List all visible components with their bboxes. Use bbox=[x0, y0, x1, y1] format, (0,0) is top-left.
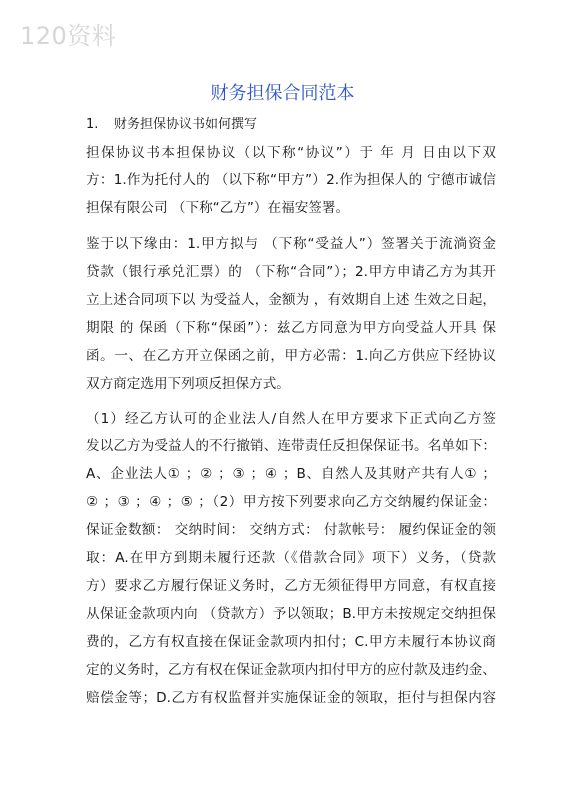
body-line: 从保证金款项内向 （贷款方）予以领取；B.甲方未按规定交纳担保 bbox=[86, 606, 496, 622]
body-line: 方：1.作为托付人的 （以下称“甲方”）2.作为担保人的 宁德市诚信 bbox=[86, 172, 496, 188]
body-line: 担保协议书本担保协议（以下称“协议”）于 年 月 日由以下双 bbox=[86, 145, 496, 161]
watermark: 120资料 bbox=[20, 22, 117, 50]
body-line: 保证金数额： 交纳时间： 交纳方式： 付款帐号： 履约保证金的领 bbox=[86, 522, 496, 538]
section-number: 1. bbox=[86, 117, 99, 132]
body-line: 期限 的 保函（下称“保函”）：兹乙方同意为甲方向受益人开具 保 bbox=[86, 320, 496, 336]
body-line: 双方商定选用下列项反担保方式。 bbox=[86, 376, 290, 392]
body-line: 贷款（银行承兑汇票）的 （下称“合同”）；2.甲方申请乙方为其开 bbox=[86, 264, 496, 280]
body-line: 方）要求乙方履行保证义务时，乙方无须征得甲方同意，有权直接 bbox=[86, 578, 496, 594]
body-line: 发以乙方为受益人的不行撤销、连带责任反担保保证书。名单如下： bbox=[86, 438, 496, 454]
body-line: ② ；③ ；④ ；⑤ ；（2）甲方按下列要求向乙方交纳履约保证金： bbox=[86, 494, 496, 510]
section-heading bbox=[86, 113, 257, 132]
body-line: 赔偿金等；D.乙方有权监督并实施保证金的领取，拒付与担保内容 bbox=[86, 690, 496, 706]
body-line: 立上述合同项下以 为受益人，金额为 ，有效期自上述 生效之日起， bbox=[86, 292, 496, 308]
section-heading-text: 财务担保协议书如何撰写 bbox=[114, 117, 258, 132]
document-title: 财务担保合同范本 bbox=[210, 83, 355, 104]
body-line: 定的义务时，乙方有权在保证金款项内扣付甲方的应付款及违约金、 bbox=[86, 662, 496, 678]
body-line: 担保有限公司 （下称“乙方”）在福安签署。 bbox=[86, 200, 350, 216]
body-line: （1）经乙方认可的企业法人/自然人在甲方要求下正式向乙方签 bbox=[86, 411, 496, 427]
body-line: 取：A.在甲方到期未履行还款（《借款合同》项下）义务，（贷款 bbox=[86, 550, 496, 566]
body-line: 鉴于以下缘由：1.甲方拟与 （下称“受益人”）签署关于流淌资金 bbox=[86, 236, 496, 252]
body-line: 费的，乙方有权直接在保证金款项内扣付；C.甲方未履行本协议商 bbox=[86, 634, 496, 650]
body-line: A、企业法人① ；② ；③ ；④ ；B、自然人及其财产共有人① ； bbox=[86, 466, 496, 482]
body-line: 函。一、在乙方开立保函之前，甲方必需：1.向乙方供应下经协议 bbox=[86, 348, 496, 364]
